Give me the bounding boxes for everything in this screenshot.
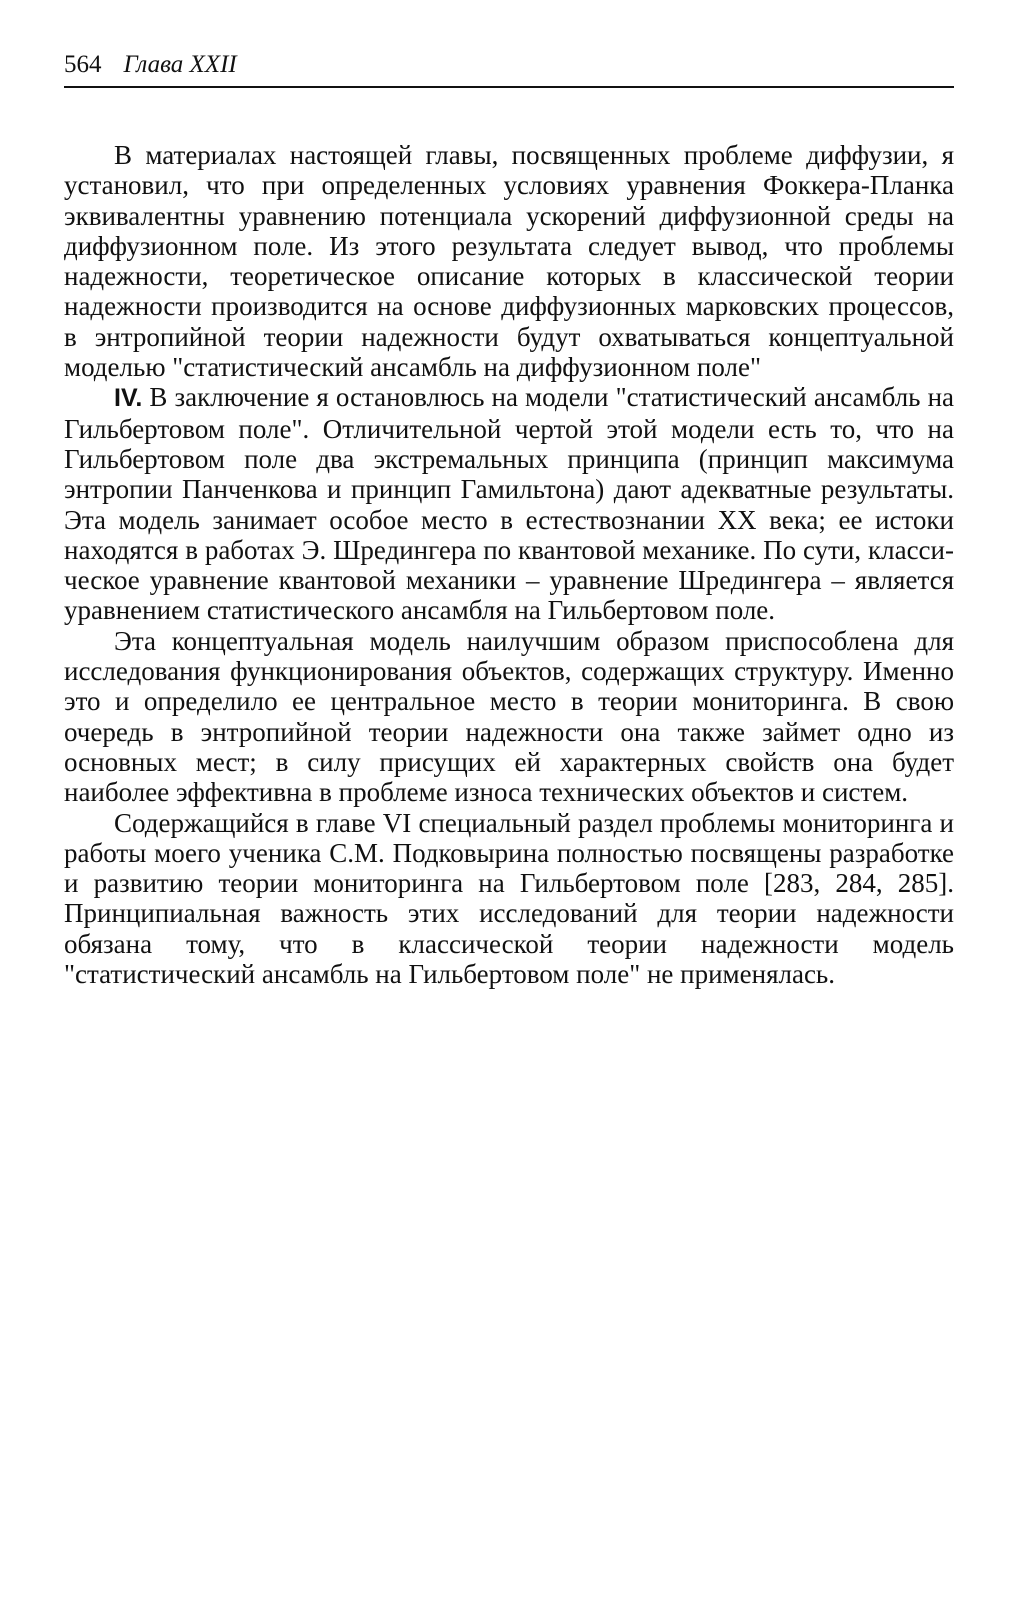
paragraph-text: В заключение я остановлюсь на модели "статистический ансамбль на Гильбертовом поле". Отличительной чертой этой модели есть то, что на Гильбертовом поле два экстремальных принципа (принцип максимума энтропии Панченкова и принцип Гамильтона) дают адекватные результаты. Эта модель занимает особое место в естествознании XX века; ее истоки находятся в работах Э. Шредингера по квантовой механике. По сути, классическое уравнение квантовой механики – уравнение Шредингера – является уравнением статистического ансамбля на Гильбертовом поле.	[64, 382, 955, 626]
body-text	[64, 140, 954, 989]
paragraph-text: Эта концептуальная модель наилучшим образом приспособлена для исследования функционирования объектов, содержащих структуру. Именно это и определило ее центральное место в теории мониторинга. В свою очередь в энтропийной теории надежности она также займет одно из основных мест; в силу присущих ей характерных свойств она будет наиболее эффективна в проблеме износа технических объектов и систем.	[64, 625, 954, 808]
paragraph-2	[64, 382, 954, 625]
page-number: 564	[64, 51, 102, 78]
section-marker: IV.	[114, 384, 143, 413]
chapter-title: Глава XXII	[123, 51, 237, 78]
book-page	[64, 50, 954, 989]
paragraph-3	[64, 626, 954, 808]
paragraph-text: В материалах настоящей главы, посвященных проблеме диффузии, я установил, что при определенных условиях уравнения Фоккера-Планка эквивалентны уравнению потенциала ускорений диффузионной среды на диффузионном поле. Из этого результата следует вывод, что проблемы надежности, теоретическое описание которых в классической теории надежности производится на основе диффузионных марковских процессов, в энтропийной теории надежности будут охватываться концептуальной моделью "статистический ансамбль на диффузионном поле"	[64, 140, 954, 383]
paragraph-text: Содержащийся в главе VI специальный раздел проблемы мониторинга и работы моего ученика С.М. Подковырина полностью посвящены разработке и развитию теории мониторинга на Гильбертовом поле [283, 284, 285]. Принципиальная важность этих исследований для теории надежности обязана тому, что в классической теории надежности модель "статистический ансамбль на Гильбертовом поле" не применялась.	[64, 807, 954, 990]
running-header	[64, 50, 954, 88]
paragraph-1	[64, 140, 954, 382]
paragraph-4	[64, 808, 954, 990]
